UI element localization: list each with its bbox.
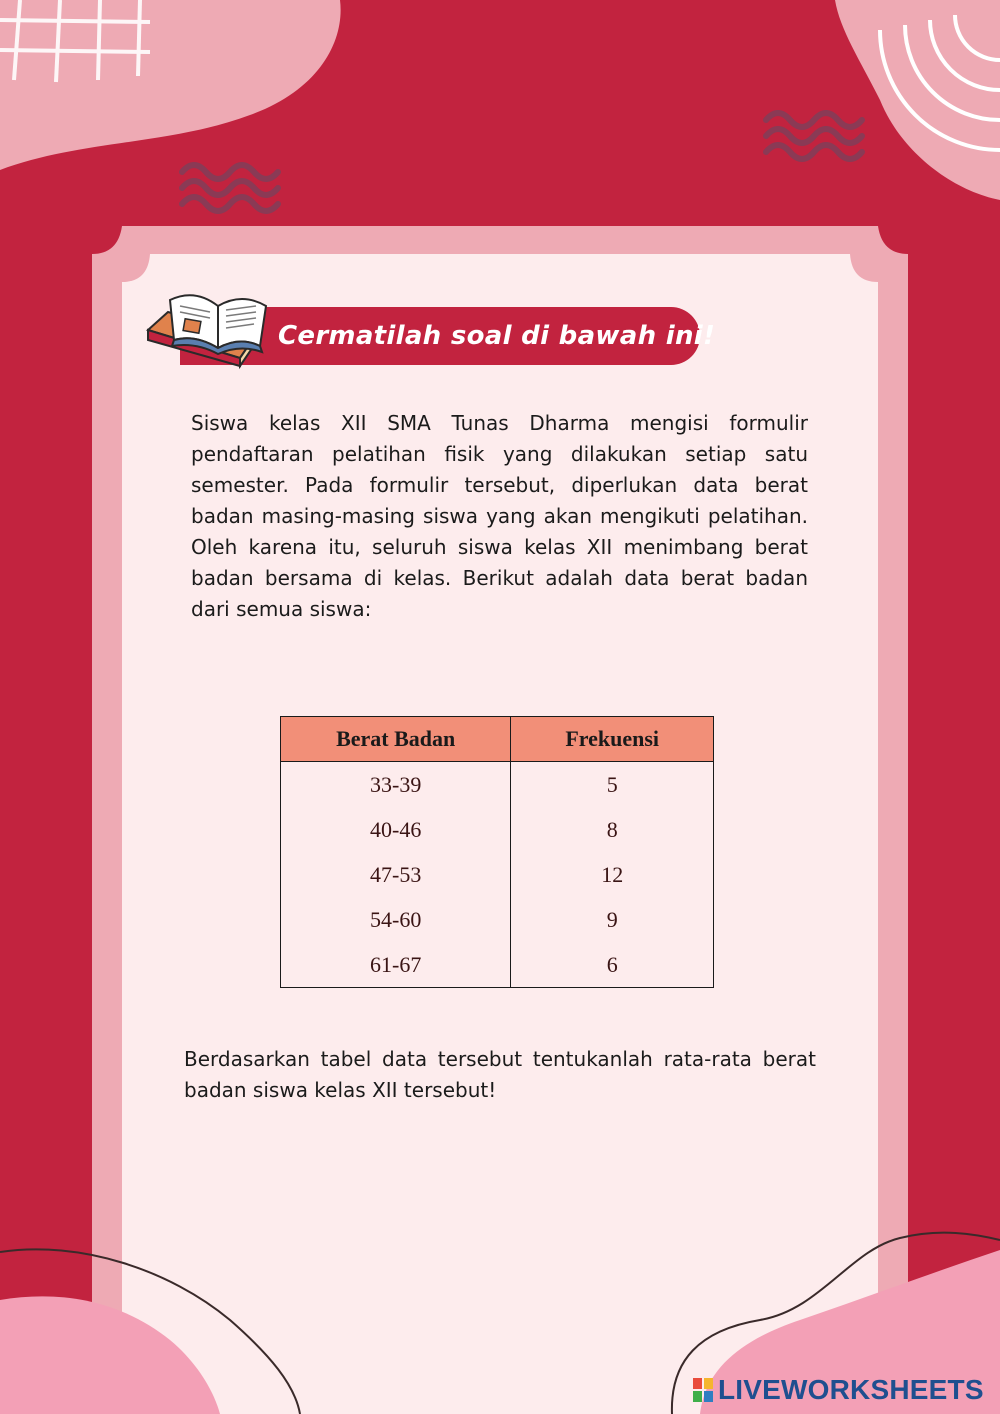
cell-frequency: 8 [511, 807, 714, 852]
header-frekuensi: Frekuensi [511, 717, 714, 762]
cell-weight-range: 61-67 [281, 942, 511, 988]
bottom-left-blob [0, 1296, 220, 1414]
cell-frequency: 9 [511, 897, 714, 942]
cell-weight-range: 54-60 [281, 897, 511, 942]
cell-weight-range: 47-53 [281, 852, 511, 897]
problem-paragraph: Siswa kelas XII SMA Tunas Dharma mengisi formulir pendaftaran pelatihan fisik yang dilakukan setiap satu semester. Pada formulir tersebut, diperlukan data berat badan masing-masing siswa yang akan mengikuti pelatihan. Oleh karena itu, seluruh siswa kelas XII menimbang berat badan bersama di kelas. Berikut adalah data berat badan dari semua siswa: [191, 411, 808, 621]
table-row [281, 807, 714, 852]
table-row [281, 852, 714, 897]
cell-weight-range: 40-46 [281, 807, 511, 852]
table-row [281, 942, 714, 988]
liveworksheets-brand[interactable] [692, 1372, 984, 1408]
weight-frequency-table [280, 716, 714, 988]
cell-frequency: 6 [511, 942, 714, 988]
header-berat-badan: Berat Badan [281, 717, 511, 762]
cell-frequency: 12 [511, 852, 714, 897]
cell-weight-range: 33-39 [281, 762, 511, 808]
page-title: Cermatilah soal di bawah ini! [278, 321, 716, 351]
open-book-icon [140, 282, 280, 372]
table-header-row [281, 717, 714, 762]
question-text: Berdasarkan tabel data tersebut tentukanlah rata-rata berat badan siswa kelas XII tersebut! [184, 1047, 816, 1102]
table-row [281, 762, 714, 808]
liveworksheets-logo-icon [692, 1377, 714, 1403]
brand-name: LIVEWORKSHEETS [718, 1374, 984, 1405]
cell-frequency: 5 [511, 762, 714, 808]
table-row [281, 897, 714, 942]
